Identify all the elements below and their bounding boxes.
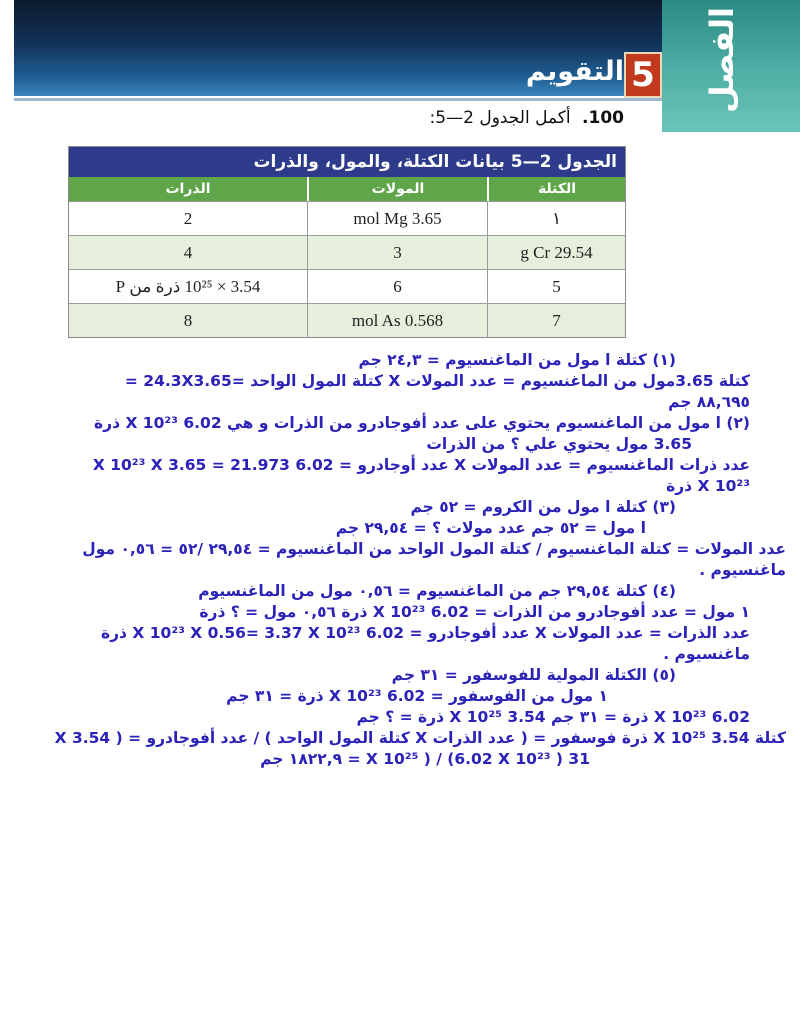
solution-line: ١ مول = عدد أفوجادرو من الذرات = 6.02 X 10²³ ذرة ٠,٥٦ مول = ؟ ذرة: [199, 603, 750, 621]
solution-line: ٨٨,٦٩٥ جم: [668, 393, 750, 411]
cell-mass: 29.54 g Cr: [487, 235, 625, 269]
chapter-label: الفصل: [703, 7, 741, 114]
header-moles: المولات: [307, 177, 487, 201]
solution-line: ا مول = ٥٢ جم عدد مولات ؟ = ٢٩,٥٤ جم: [335, 519, 646, 537]
question-text: أكمل الجدول 2—5:: [429, 108, 571, 128]
table-caption: الجدول 2—5 بيانات الكتلة، والمول، والذرات: [69, 147, 625, 177]
cell-moles: 3.65 mol Mg: [307, 201, 487, 235]
solution-line: عدد الذرات = عدد المولات X عدد أفوجادرو = 6.02 X 10²³ X 0.56= 3.37 X 10²³ ذرة: [100, 624, 750, 642]
question-number: 100.: [582, 108, 624, 128]
solution-line: X 10²³ ذرة: [666, 477, 750, 495]
header-divider: [14, 98, 662, 101]
mass-mole-atoms-table: [68, 146, 626, 338]
solution-line: ١ مول من الفوسفور = 6.02 X 10²³ ذرة = ٣١ جم: [226, 687, 608, 705]
cell-mass: 5: [487, 269, 625, 303]
cell-mass: 7: [487, 303, 625, 337]
solution-line: كتلة 3.65مول من الماغنسيوم = عدد المولات X كتلة المول الواحد =24.3X3.65 =: [124, 372, 750, 390]
solution-line: 6.02 X 10²³ ذرة = ٣١ جم 3.54 X 10²⁵ ذرة = ؟ جم: [356, 708, 750, 726]
header-mass: الكتلة: [487, 177, 625, 201]
section-title: التقويم: [525, 56, 624, 87]
table-header-row: [69, 177, 625, 201]
solution-line: ماغنسيوم .: [663, 645, 750, 663]
solution-line: 3.65 مول يحتوي علي ؟ من الذرات: [426, 435, 692, 453]
solution-line: 31 X 10²⁵ ) / (6.02 X 10²³ ) = ١٨٢٢,٩ جم: [260, 750, 590, 768]
cell-atoms: 2: [69, 201, 307, 235]
cell-moles: 0.568 mol As: [307, 303, 487, 337]
question-line: [430, 108, 624, 128]
table-row: [69, 303, 625, 337]
solution-line: ماغنسيوم .: [699, 561, 786, 579]
cell-moles: 3: [307, 235, 487, 269]
solution-text: [16, 350, 786, 770]
solution-line: (٤) كتلة ٢٩,٥٤ جم من الماغنسيوم = ٠,٥٦ مول من الماغنسيوم: [198, 582, 676, 600]
solution-line: (٥) الكتلة المولية للفوسفور = ٣١ جم: [391, 666, 676, 684]
cell-mass: ١: [487, 201, 625, 235]
cell-atoms: 3.54 × 10²⁵ ذرة من P: [69, 269, 307, 303]
cell-moles: 6: [307, 269, 487, 303]
solution-line: (٣) كتلة ا مول من الكروم = ٥٢ جم: [410, 498, 676, 516]
table-row: [69, 201, 625, 235]
solution-line: كتلة 3.54 X 10²⁵ ذرة فوسفور = ( عدد الذرات X كتلة المول الواحد ) / عدد أفوجادرو = ( 3.54 X: [54, 729, 786, 747]
solution-line: (١) كتلة ا مول من الماغنسيوم = ٢٤,٣ جم: [358, 351, 676, 369]
solution-line: عدد ذرات الماغنسيوم = عدد المولات X عدد أوجادرو = 6.02 X 10²³ X 3.65 = 21.973: [92, 456, 750, 474]
table-row: [69, 269, 625, 303]
solution-line: (٢) ا مول من الماغنسيوم يحتوي على عدد أفوجادرو من الذرات و هي 6.02 X 10²³ ذرة: [94, 414, 750, 432]
chapter-number-badge: 5: [624, 52, 662, 98]
cell-atoms: 4: [69, 235, 307, 269]
table-row: [69, 235, 625, 269]
solution-line: عدد المولات = كتلة الماغنسيوم / كتلة المول الواحد من الماغنسيوم = ٢٩,٥٤ /٥٢ = ٠,٥٦ مول: [82, 540, 786, 558]
header-atoms: الذرات: [165, 181, 211, 197]
cell-atoms: 8: [69, 303, 307, 337]
